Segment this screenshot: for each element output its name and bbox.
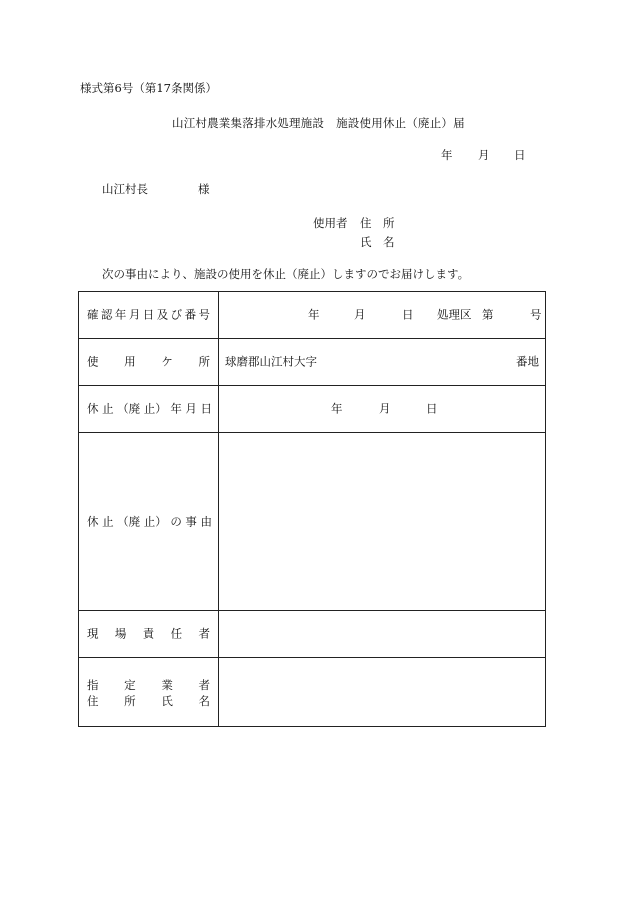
designated-contractor-label: 指 定 業 者 住 所 氏 名 xyxy=(79,658,219,727)
confirmation-label: 確 認 年 月 日 及 び 番 号 xyxy=(79,292,219,339)
confirmation-day-label: 日 xyxy=(402,307,414,322)
table-row xyxy=(79,433,546,611)
site-manager-field[interactable] xyxy=(219,611,546,658)
suspension-reason-label: 休 止 （廃 止） の 事 由 xyxy=(79,433,219,611)
suspension-month-label: 月 xyxy=(379,401,391,416)
treatment-district-label: 処理区 xyxy=(437,307,472,322)
table-row xyxy=(79,339,546,386)
notice-form-table xyxy=(78,291,546,727)
table-row xyxy=(79,658,546,727)
addressee-honorific: 様 xyxy=(198,182,210,196)
address-suffix-label: 番地 xyxy=(516,354,539,369)
suspension-date-label: 休 止 （廃 止） 年 月 日 xyxy=(79,386,219,433)
suspension-reason-field[interactable] xyxy=(219,433,546,611)
confirmation-value-field[interactable] xyxy=(219,292,546,339)
number-prefix-label: 第 xyxy=(482,307,494,322)
applicant-name-label: 氏 名 xyxy=(360,235,395,249)
designated-contractor-field[interactable] xyxy=(219,658,546,727)
table-row xyxy=(79,386,546,433)
address-prefix-label: 球磨郡山江村大字 xyxy=(225,354,317,369)
applicant-address-label: 住 所 xyxy=(360,216,395,230)
date-month-label: 月 xyxy=(478,148,490,162)
suspension-day-label: 日 xyxy=(426,401,438,416)
form-number: 様式第6号（第17条関係） xyxy=(80,81,217,95)
addressee-name: 山江村長 xyxy=(102,182,148,196)
confirmation-month-label: 月 xyxy=(354,307,366,322)
confirmation-year-label: 年 xyxy=(308,307,320,322)
table-row xyxy=(79,611,546,658)
document-title xyxy=(172,118,465,130)
number-suffix-label: 号 xyxy=(530,307,542,322)
addressee xyxy=(102,182,210,196)
title-notice: 施設使用休止（廃止）届 xyxy=(336,116,465,130)
statement-text: 次の事由により、施設の使用を休止（廃止）しますのでお届けします。 xyxy=(102,267,470,281)
title-facility: 山江村農業集落排水処理施設 xyxy=(172,116,325,130)
date-year-label: 年 xyxy=(441,148,453,162)
site-manager-label: 現 場 責 任 者 xyxy=(79,611,219,658)
suspension-year-label: 年 xyxy=(331,401,343,416)
table-row xyxy=(79,292,546,339)
date-day-label: 日 xyxy=(514,148,526,162)
suspension-date-field[interactable] xyxy=(219,386,546,433)
usage-location-field[interactable] xyxy=(219,339,546,386)
applicant-address-line xyxy=(313,216,395,230)
usage-location-label: 使 用 ケ 所 xyxy=(79,339,219,386)
applicant-role: 使用者 xyxy=(313,216,348,230)
